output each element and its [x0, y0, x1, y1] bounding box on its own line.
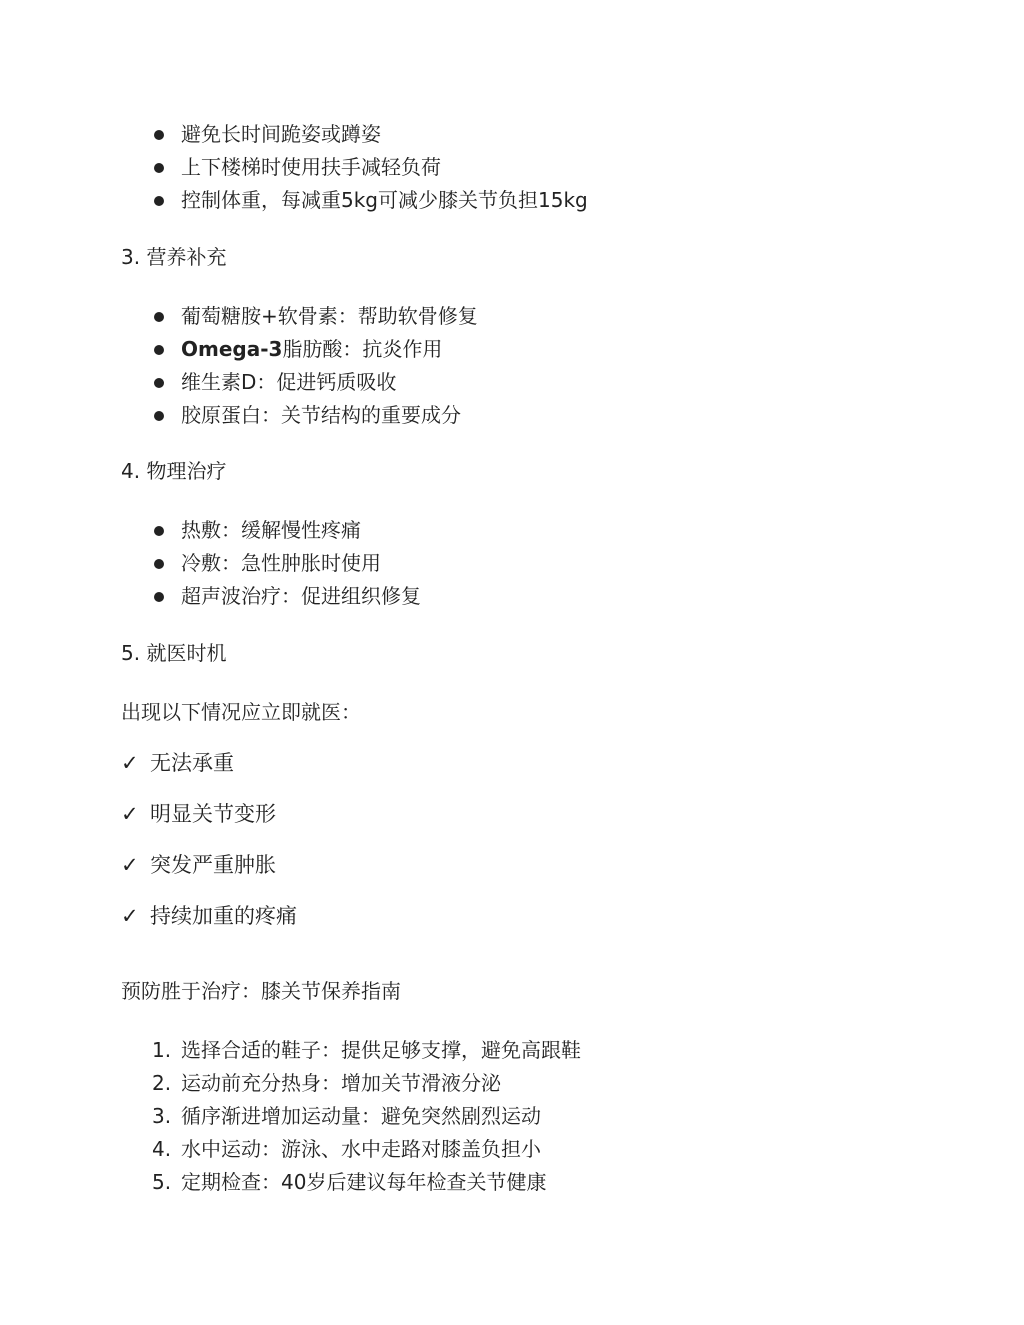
bullet-icon [154, 378, 164, 388]
check-item-text: 突发严重肿胀 [150, 853, 276, 877]
list-item-text: 胶原蛋白：关节结构的重要成分 [181, 403, 461, 427]
list-item [152, 1100, 581, 1133]
list-item [152, 1067, 581, 1100]
list-item [152, 580, 421, 613]
list-item [152, 151, 588, 184]
list-item-text: 葡萄糖胺+软骨素：帮助软骨修复 [181, 304, 478, 328]
list-item-text: 冷敷：急性肿胀时使用 [181, 551, 381, 575]
list-item-text: 控制体重，每减重5kg可减少膝关节负担15kg [181, 188, 588, 212]
check-item [121, 747, 234, 780]
bullet-icon [154, 559, 164, 569]
prevention-heading: 预防胜于治疗：膝关节保养指南 [121, 979, 401, 1003]
list-item-text: 水中运动：游泳、水中走路对膝盖负担小 [181, 1137, 541, 1161]
list-item [152, 514, 421, 547]
list-number: 2. [152, 1071, 172, 1095]
check-item [121, 798, 276, 831]
check-item [121, 900, 297, 933]
check-item-text: 无法承重 [150, 751, 234, 775]
physio-heading: 4. 物理治疗 [121, 459, 227, 483]
list-item [152, 300, 478, 333]
list-item [152, 1034, 581, 1067]
bullet-icon [154, 312, 164, 322]
list-number: 3. [152, 1104, 172, 1128]
bullet-icon [154, 411, 164, 421]
list-item-text: 选择合适的鞋子：提供足够支撑，避免高跟鞋 [181, 1038, 581, 1062]
list-item-text: 运动前充分热身：增加关节滑液分泌 [181, 1071, 501, 1095]
physio-list [152, 514, 421, 613]
bullet-icon [154, 196, 164, 206]
checkmark-icon: ✓ [121, 853, 139, 877]
list-item-text: 维生素D：促进钙质吸收 [181, 370, 397, 394]
list-item [152, 1133, 581, 1166]
list-item-text: 循序渐进增加运动量：避免突然剧烈运动 [181, 1104, 541, 1128]
nutrition-list [152, 300, 478, 432]
checkmark-icon: ✓ [121, 802, 139, 826]
checkmark-icon: ✓ [121, 904, 139, 928]
bullet-icon [154, 130, 164, 140]
list-item [152, 118, 588, 151]
list-number: 1. [152, 1038, 172, 1062]
list-number: 4. [152, 1137, 172, 1161]
checkmark-icon: ✓ [121, 751, 139, 775]
avoid-list [152, 118, 588, 217]
bullet-icon [154, 526, 164, 536]
check-item [121, 849, 276, 882]
list-item-text: 超声波治疗：促进组织修复 [181, 584, 421, 608]
nutrition-heading: 3. 营养补充 [121, 245, 227, 269]
list-item-text: 热敷：缓解慢性疼痛 [181, 518, 361, 542]
doctor-heading: 5. 就医时机 [121, 641, 227, 665]
bullet-icon [154, 592, 164, 602]
list-item-bold: Omega-3 [181, 337, 283, 361]
list-item [152, 366, 478, 399]
check-item-text: 持续加重的疼痛 [150, 904, 297, 928]
bullet-icon [154, 163, 164, 173]
list-item [152, 547, 421, 580]
list-item-text: 上下楼梯时使用扶手减轻负荷 [181, 155, 441, 179]
list-number: 5. [152, 1170, 172, 1194]
list-item-text: 定期检查：40岁后建议每年检查关节健康 [181, 1170, 547, 1194]
list-item [152, 333, 478, 366]
check-item-text: 明显关节变形 [150, 802, 276, 826]
bullet-icon [154, 345, 164, 355]
doctor-intro: 出现以下情况应立即就医： [121, 700, 361, 724]
list-item-text: 脂肪酸：抗炎作用 [282, 337, 443, 361]
list-item-text: 避免长时间跪姿或蹲姿 [181, 122, 381, 146]
list-item [152, 1166, 581, 1199]
list-item [152, 399, 478, 432]
prevention-list [152, 1034, 581, 1199]
list-item [152, 184, 588, 217]
